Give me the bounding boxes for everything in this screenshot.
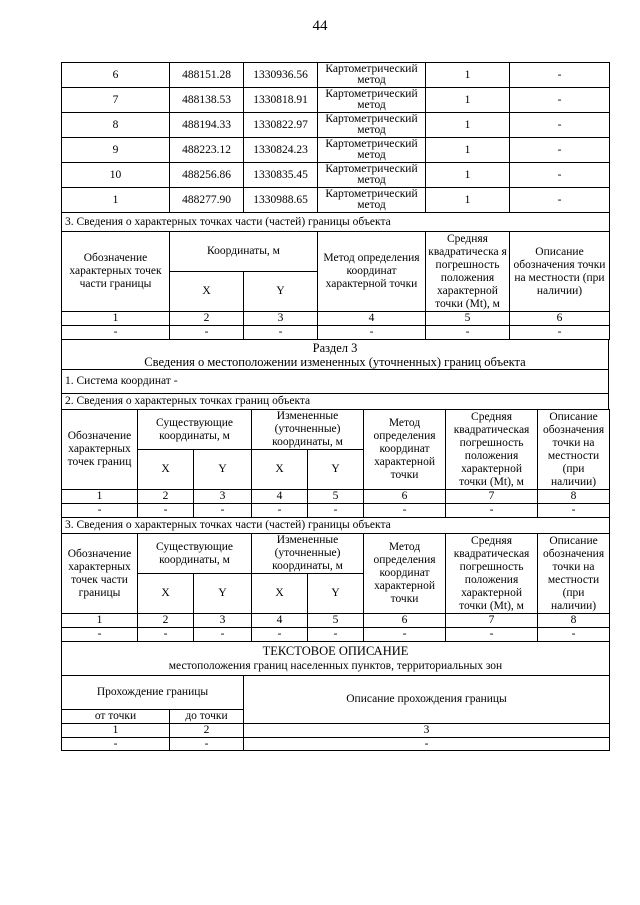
section3-title: Раздел 3 xyxy=(312,340,358,355)
boundary-points-title: 2. Сведения о характерных точках границ объекта xyxy=(62,394,609,410)
empty-cell: - xyxy=(538,504,610,518)
column-number: 2 xyxy=(138,490,194,504)
coordinate-x: 488194.33 xyxy=(170,113,244,138)
mt-cell: 1 xyxy=(426,163,510,188)
empty-cell: - xyxy=(194,628,252,642)
column-number: 5 xyxy=(308,490,364,504)
table-row xyxy=(62,737,610,751)
empty-cell: - xyxy=(138,504,194,518)
empty-cell: - xyxy=(252,628,308,642)
header-x: X xyxy=(252,450,308,490)
header-description: Описание обозначения точки на местности (при наличии) xyxy=(510,232,610,312)
column-number: 4 xyxy=(252,614,308,628)
coordinate-x: 488138.53 xyxy=(170,88,244,113)
table-row xyxy=(62,88,610,113)
header-x: X xyxy=(252,574,308,614)
table-row xyxy=(62,113,610,138)
method-cell: Картометрический метод xyxy=(318,138,426,163)
header-passage-description: Описание прохождения границы xyxy=(244,676,610,724)
column-number: 6 xyxy=(364,490,446,504)
column-number: 3 xyxy=(244,724,610,738)
page-number: 44 xyxy=(312,18,328,34)
method-cell: Картометрический метод xyxy=(318,188,426,213)
coordinate-x: 488223.12 xyxy=(170,138,244,163)
point-number: 7 xyxy=(62,88,170,113)
table-row xyxy=(62,188,610,213)
header-mt: Средняя квадратическая погрешность положения характерной точки (Mt), м xyxy=(446,410,538,490)
points-table xyxy=(61,62,610,340)
header-changed-coordinates: Измененные (уточненные) координаты, м xyxy=(252,534,364,574)
point-number: 10 xyxy=(62,163,170,188)
header-x: X xyxy=(138,574,194,614)
column-number: 1 xyxy=(62,312,170,326)
coordinate-y: 1330936.56 xyxy=(244,63,318,88)
header-x: X xyxy=(138,450,194,490)
description-cell: - xyxy=(510,163,610,188)
mt-cell: 1 xyxy=(426,138,510,163)
empty-cell: - xyxy=(446,504,538,518)
section3-subtitle: Сведения о местоположении измененных (уточненных) границ объекта xyxy=(144,354,526,369)
coordinate-x: 488277.90 xyxy=(170,188,244,213)
header-description: Описание обозначения точки на местности (при наличии) xyxy=(538,534,610,614)
empty-cell: - xyxy=(510,326,610,340)
header-method: Метод определения координат характерной точки xyxy=(318,232,426,312)
empty-cell: - xyxy=(364,628,446,642)
point-number: 9 xyxy=(62,138,170,163)
coordinate-y: 1330988.65 xyxy=(244,188,318,213)
column-number: 4 xyxy=(252,490,308,504)
header-method: Метод определения координат характерной точки xyxy=(364,534,446,614)
boundary-points-table xyxy=(61,409,610,642)
table-row xyxy=(62,138,610,163)
column-number: 8 xyxy=(538,614,610,628)
empty-cell: - xyxy=(244,737,610,751)
table-row xyxy=(62,628,610,642)
empty-cell: - xyxy=(364,504,446,518)
header-y: Y xyxy=(308,450,364,490)
column-number: 5 xyxy=(308,614,364,628)
method-cell: Картометрический метод xyxy=(318,113,426,138)
empty-cell: - xyxy=(244,326,318,340)
header-designation: Обозначение характерных точек части границы xyxy=(62,534,138,614)
header-y: Y xyxy=(194,574,252,614)
header-y: Y xyxy=(308,574,364,614)
column-number: 3 xyxy=(244,312,318,326)
column-number: 2 xyxy=(138,614,194,628)
header-designation: Обозначение характерных точек части границы xyxy=(62,232,170,312)
parts-section-title: 3. Сведения о характерных точках части (частей) границы объекта xyxy=(62,518,610,534)
empty-cell: - xyxy=(62,326,170,340)
method-cell: Картометрический метод xyxy=(318,63,426,88)
empty-cell: - xyxy=(62,737,170,751)
coordinate-y: 1330835.45 xyxy=(244,163,318,188)
column-number: 3 xyxy=(194,614,252,628)
column-number: 3 xyxy=(194,490,252,504)
table-row xyxy=(62,504,610,518)
description-cell: - xyxy=(510,63,610,88)
column-numbers-row xyxy=(62,614,610,628)
header-y: Y xyxy=(194,450,252,490)
point-number: 1 xyxy=(62,188,170,213)
empty-cell: - xyxy=(62,628,138,642)
coordinate-y: 1330818.91 xyxy=(244,88,318,113)
header-mt: Средняя квадратическая погрешность положения характерной точки (Mt), м xyxy=(446,534,538,614)
coordinate-x: 488151.28 xyxy=(170,63,244,88)
header-mt: Средняя квадратическа я погрешность положения характерной точки (Mt), м xyxy=(426,232,510,312)
table-row xyxy=(62,326,610,340)
column-number: 1 xyxy=(62,490,138,504)
header-coordinates: Координаты, м xyxy=(170,232,318,272)
column-numbers-row xyxy=(62,490,610,504)
text-description-table xyxy=(61,641,610,751)
empty-cell: - xyxy=(194,504,252,518)
description-cell: - xyxy=(510,188,610,213)
header-existing-coordinates: Существующие координаты, м xyxy=(138,534,252,574)
column-number: 1 xyxy=(62,724,170,738)
header-passage: Прохождение границы xyxy=(62,676,244,710)
column-number: 1 xyxy=(62,614,138,628)
column-numbers-row xyxy=(62,312,610,326)
header-changed-coordinates: Измененные (уточненные) координаты, м xyxy=(252,410,364,450)
empty-cell: - xyxy=(426,326,510,340)
description-cell: - xyxy=(510,113,610,138)
empty-cell: - xyxy=(308,628,364,642)
coordinate-system: 1. Система координат - xyxy=(62,370,609,394)
parts-section-title: 3. Сведения о характерных точках части (частей) границы объекта xyxy=(62,213,610,232)
point-number: 8 xyxy=(62,113,170,138)
column-number: 6 xyxy=(510,312,610,326)
mt-cell: 1 xyxy=(426,113,510,138)
column-numbers-row xyxy=(62,724,610,738)
empty-cell: - xyxy=(138,628,194,642)
text-description-title: ТЕКСТОВОЕ ОПИСАНИЕ xyxy=(262,644,409,658)
empty-cell: - xyxy=(446,628,538,642)
document-body xyxy=(61,62,609,751)
empty-cell: - xyxy=(62,504,138,518)
mt-cell: 1 xyxy=(426,188,510,213)
method-cell: Картометрический метод xyxy=(318,163,426,188)
column-number: 8 xyxy=(538,490,610,504)
column-number: 2 xyxy=(170,724,244,738)
header-existing-coordinates: Существующие координаты, м xyxy=(138,410,252,450)
coordinate-y: 1330824.23 xyxy=(244,138,318,163)
empty-cell: - xyxy=(170,737,244,751)
header-x: X xyxy=(170,272,244,312)
empty-cell: - xyxy=(538,628,610,642)
mt-cell: 1 xyxy=(426,88,510,113)
header-to-point: до точки xyxy=(170,710,244,724)
table-row xyxy=(62,63,610,88)
column-number: 7 xyxy=(446,614,538,628)
column-number: 5 xyxy=(426,312,510,326)
column-number: 2 xyxy=(170,312,244,326)
column-number: 6 xyxy=(364,614,446,628)
header-from-point: от точки xyxy=(62,710,170,724)
header-y: Y xyxy=(244,272,318,312)
method-cell: Картометрический метод xyxy=(318,88,426,113)
empty-cell: - xyxy=(318,326,426,340)
section3-header xyxy=(61,339,609,410)
coordinate-y: 1330822.97 xyxy=(244,113,318,138)
coordinate-x: 488256.86 xyxy=(170,163,244,188)
mt-cell: 1 xyxy=(426,63,510,88)
column-number: 7 xyxy=(446,490,538,504)
empty-cell: - xyxy=(252,504,308,518)
header-method: Метод определения координат характерной точки xyxy=(364,410,446,490)
header-designation: Обозначение характерных точек границ xyxy=(62,410,138,490)
column-number: 4 xyxy=(318,312,426,326)
empty-cell: - xyxy=(308,504,364,518)
point-number: 6 xyxy=(62,63,170,88)
text-description-subtitle: местоположения границ населенных пунктов, территориальных зон xyxy=(168,660,503,672)
header-description: Описание обозначения точки на местности (при наличии) xyxy=(538,410,610,490)
table-row xyxy=(62,163,610,188)
description-cell: - xyxy=(510,138,610,163)
description-cell: - xyxy=(510,88,610,113)
empty-cell: - xyxy=(170,326,244,340)
